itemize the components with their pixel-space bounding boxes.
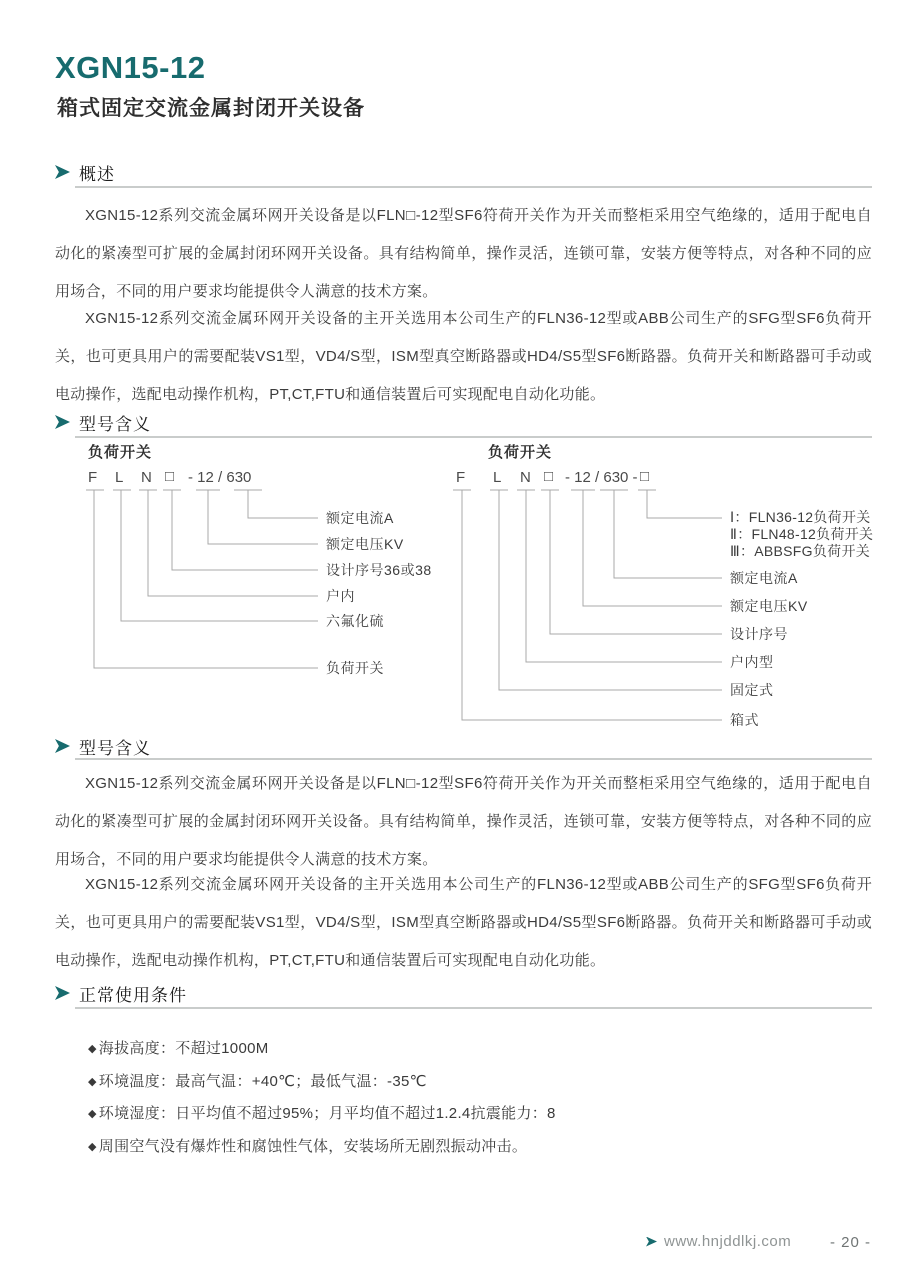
diamond-bullet-icon: ◆ bbox=[88, 1076, 97, 1088]
diamond-bullet-icon: ◆ bbox=[88, 1141, 97, 1153]
model-code-char: L bbox=[115, 469, 124, 486]
paragraph: XGN15-12系列交流金属环网开关设备的主开关选用本公司生产的FLN36-12型或ABB公司生产的SFG型SF6负荷开关，也可更具用户的需要配装VS1型，VD4/S型，ISM型真空断路器或HD4/S5型SF6断路器。负荷开关和断路器可手动或电动操作，选配电动操作机构，PT,CT,FTU和通信装置后可实现配电自动化功能。 bbox=[55, 310, 872, 403]
model-code-char: N bbox=[141, 469, 152, 486]
page-title: XGN15-12 bbox=[55, 50, 206, 85]
section-title: 正常使用条件 bbox=[79, 985, 187, 1005]
section-arrow-icon bbox=[55, 986, 70, 1000]
diagram-label: 固定式 bbox=[730, 682, 774, 698]
condition-item bbox=[88, 1070, 427, 1091]
condition-text: 海拔高度：不超过1000M bbox=[98, 1040, 269, 1057]
diagram-variant-label: Ⅰ：FLN36-12负荷开关 bbox=[730, 509, 871, 525]
diagram-label: 户内型 bbox=[730, 654, 774, 670]
diagram-label: 额定电压KV bbox=[730, 598, 808, 614]
diagram-label: 设计序号36或38 bbox=[326, 562, 432, 578]
footer-page-number: - 20 - bbox=[830, 1234, 872, 1251]
section-arrow-icon bbox=[55, 165, 70, 179]
section-divider bbox=[75, 1007, 872, 1009]
model-code-char: N bbox=[520, 469, 531, 486]
section-divider bbox=[75, 186, 872, 188]
condition-text: 周围空气没有爆炸性和腐蚀性气体，安装场所无剧烈振动冲击。 bbox=[98, 1138, 528, 1155]
section-arrow-icon bbox=[55, 415, 70, 429]
section-title: 型号含义 bbox=[79, 414, 151, 434]
diagram-label: 箱式 bbox=[730, 712, 759, 728]
section-header-overview bbox=[55, 161, 115, 183]
section-header-conditions bbox=[55, 982, 187, 1004]
condition-item bbox=[88, 1037, 269, 1058]
model-code-char: F bbox=[88, 469, 98, 486]
model-code-box: □ bbox=[544, 468, 554, 485]
section-title: 概述 bbox=[79, 164, 115, 184]
diagram-label: 负荷开关 bbox=[326, 660, 384, 676]
model-code-box: □ bbox=[640, 468, 650, 485]
diamond-bullet-icon: ◆ bbox=[88, 1108, 97, 1120]
paragraph: XGN15-12系列交流金属环网开关设备是以FLN□-12型SF6符荷开关作为开关而整柜采用空气绝缘的，适用于配电自动化的紧凑型可扩展的金属封闭环网开关设备。具有结构简单，操作灵活，连锁可靠，安装方便等特点，对各种不同的应用场合，不同的用户要求均能提供令人满意的技术方案。 bbox=[55, 207, 872, 300]
section-header-model-2 bbox=[55, 735, 151, 757]
diagram-label: 额定电压KV bbox=[326, 536, 404, 552]
model-code-suffix: - 12 / 630 bbox=[188, 469, 252, 486]
footer-arrow-icon bbox=[646, 1237, 657, 1247]
model-code-char: F bbox=[456, 469, 466, 486]
diagram-label: 设计序号 bbox=[730, 626, 788, 642]
diagram-label: 额定电流A bbox=[730, 570, 798, 586]
diagram-label: 额定电流A bbox=[326, 510, 394, 526]
diagram-left-heading: 负荷开关 bbox=[88, 444, 153, 461]
footer-website[interactable] bbox=[646, 1233, 791, 1250]
condition-text: 环境湿度：日平均值不超过95%；月平均值不超过1.2.4抗震能力：8 bbox=[98, 1105, 556, 1122]
section-header-model-1 bbox=[55, 411, 151, 433]
diagram-label: 户内 bbox=[326, 588, 355, 604]
section-arrow-icon bbox=[55, 739, 70, 753]
diagram-label: 六氟化硫 bbox=[326, 613, 384, 629]
model-code-char: L bbox=[493, 469, 502, 486]
diamond-bullet-icon: ◆ bbox=[88, 1043, 97, 1055]
paragraph: XGN15-12系列交流金属环网开关设备是以FLN□-12型SF6符荷开关作为开关而整柜采用空气绝缘的，适用于配电自动化的紧凑型可扩展的金属封闭环网开关设备。具有结构简单，操作灵活，连锁可靠，安装方便等特点，对各种不同的应用场合，不同的用户要求均能提供令人满意的技术方案。 bbox=[55, 775, 872, 868]
diagram-right-heading: 负荷开关 bbox=[488, 444, 553, 461]
condition-item bbox=[88, 1135, 527, 1156]
paragraph: XGN15-12系列交流金属环网开关设备的主开关选用本公司生产的FLN36-12型或ABB公司生产的SFG型SF6负荷开关，也可更具用户的需要配装VS1型，VD4/S型，ISM型真空断路器或HD4/S5型SF6断路器。负荷开关和断路器可手动或电动操作，选配电动操作机构，PT,CT,FTU和通信装置后可实现配电自动化功能。 bbox=[55, 876, 872, 969]
diagram-variant-label: Ⅲ：ABBSFG负荷开关 bbox=[730, 543, 871, 559]
diagram-variant-label: Ⅱ：FLN48-12负荷开关 bbox=[730, 526, 874, 542]
footer-url[interactable]: www.hnjddlkj.com bbox=[664, 1233, 792, 1250]
section-title: 型号含义 bbox=[79, 738, 151, 758]
condition-text: 环境温度：最高气温：+40℃；最低气温：-35℃ bbox=[98, 1073, 427, 1090]
page-subtitle: 箱式固定交流金属封闭开关设备 bbox=[57, 97, 365, 120]
model-code-box: □ bbox=[165, 468, 175, 485]
model-code-suffix: - 12 / 630 - bbox=[565, 469, 638, 486]
section-divider bbox=[75, 758, 872, 760]
condition-item bbox=[88, 1102, 556, 1123]
section-divider bbox=[75, 436, 872, 438]
